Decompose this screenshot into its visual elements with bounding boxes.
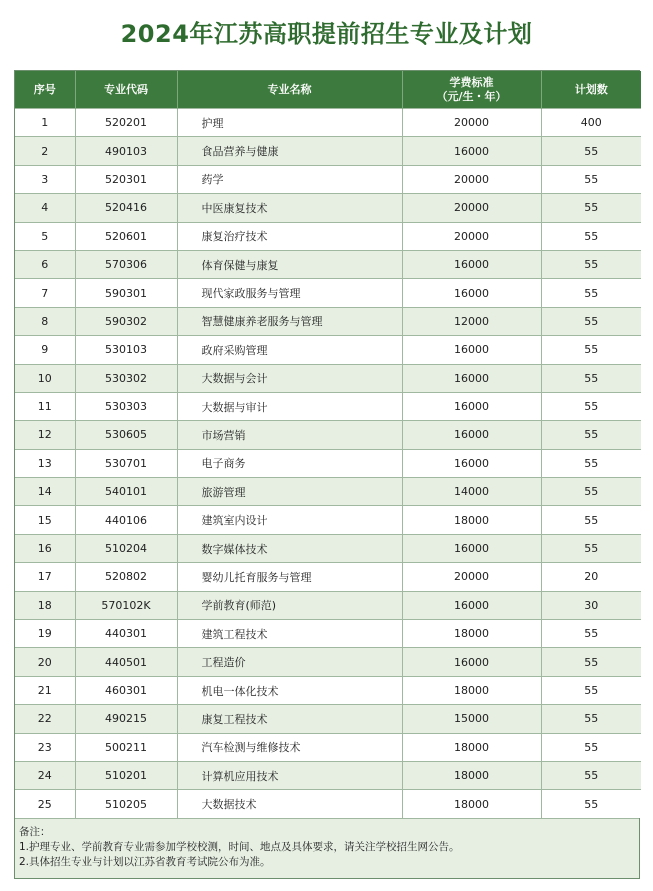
cell-fee: 15000 bbox=[402, 705, 541, 733]
cell-index: 19 bbox=[15, 620, 75, 648]
cell-name: 学前教育(师范) bbox=[177, 591, 402, 619]
table-row bbox=[15, 449, 641, 477]
table-row bbox=[15, 790, 641, 818]
cell-fee: 18000 bbox=[402, 620, 541, 648]
cell-plan: 55 bbox=[541, 250, 641, 278]
cell-plan: 20 bbox=[541, 563, 641, 591]
table-row bbox=[15, 364, 641, 392]
cell-index: 17 bbox=[15, 563, 75, 591]
cell-plan: 55 bbox=[541, 137, 641, 165]
cell-code: 440106 bbox=[75, 506, 177, 534]
cell-name: 现代家政服务与管理 bbox=[177, 279, 402, 307]
table-row bbox=[15, 591, 641, 619]
cell-name: 食品营养与健康 bbox=[177, 137, 402, 165]
table-body bbox=[15, 109, 641, 818]
cell-index: 15 bbox=[15, 506, 75, 534]
cell-plan: 55 bbox=[541, 620, 641, 648]
cell-fee: 16000 bbox=[402, 591, 541, 619]
cell-name: 康复治疗技术 bbox=[177, 222, 402, 250]
header-index: 序号 bbox=[15, 71, 75, 109]
cell-code: 540101 bbox=[75, 478, 177, 506]
header-fee-line2: （元/生・年） bbox=[436, 89, 507, 103]
header-fee-line1: 学费标准 bbox=[449, 75, 494, 89]
cell-fee: 16000 bbox=[402, 364, 541, 392]
table-row bbox=[15, 165, 641, 193]
cell-code: 520601 bbox=[75, 222, 177, 250]
cell-fee: 16000 bbox=[402, 449, 541, 477]
cell-index: 10 bbox=[15, 364, 75, 392]
cell-fee: 18000 bbox=[402, 761, 541, 789]
cell-code: 520802 bbox=[75, 563, 177, 591]
cell-fee: 20000 bbox=[402, 563, 541, 591]
cell-fee: 16000 bbox=[402, 421, 541, 449]
table-row bbox=[15, 705, 641, 733]
cell-index: 3 bbox=[15, 165, 75, 193]
cell-name: 政府采购管理 bbox=[177, 336, 402, 364]
cell-code: 500211 bbox=[75, 733, 177, 761]
cell-index: 7 bbox=[15, 279, 75, 307]
header-code: 专业代码 bbox=[75, 71, 177, 109]
cell-name: 工程造价 bbox=[177, 648, 402, 676]
cell-code: 440301 bbox=[75, 620, 177, 648]
cell-index: 1 bbox=[15, 109, 75, 137]
cell-name: 市场营销 bbox=[177, 421, 402, 449]
cell-code: 460301 bbox=[75, 676, 177, 704]
cell-fee: 20000 bbox=[402, 165, 541, 193]
table-row bbox=[15, 648, 641, 676]
table-row bbox=[15, 761, 641, 789]
cell-fee: 16000 bbox=[402, 392, 541, 420]
cell-plan: 55 bbox=[541, 648, 641, 676]
cell-plan: 55 bbox=[541, 534, 641, 562]
table-row bbox=[15, 733, 641, 761]
header-fee bbox=[402, 71, 541, 109]
cell-name: 大数据与审计 bbox=[177, 392, 402, 420]
cell-name: 体育保健与康复 bbox=[177, 250, 402, 278]
cell-index: 22 bbox=[15, 705, 75, 733]
cell-code: 570306 bbox=[75, 250, 177, 278]
table-row bbox=[15, 563, 641, 591]
cell-index: 24 bbox=[15, 761, 75, 789]
cell-plan: 55 bbox=[541, 165, 641, 193]
cell-plan: 55 bbox=[541, 392, 641, 420]
cell-index: 13 bbox=[15, 449, 75, 477]
cell-index: 12 bbox=[15, 421, 75, 449]
table-row bbox=[15, 109, 641, 137]
cell-index: 14 bbox=[15, 478, 75, 506]
cell-index: 18 bbox=[15, 591, 75, 619]
cell-name: 中医康复技术 bbox=[177, 194, 402, 222]
cell-plan: 55 bbox=[541, 676, 641, 704]
cell-name: 数字媒体技术 bbox=[177, 534, 402, 562]
cell-name: 旅游管理 bbox=[177, 478, 402, 506]
cell-name: 药学 bbox=[177, 165, 402, 193]
cell-index: 21 bbox=[15, 676, 75, 704]
cell-index: 11 bbox=[15, 392, 75, 420]
table-row bbox=[15, 307, 641, 335]
cell-code: 590302 bbox=[75, 307, 177, 335]
cell-fee: 14000 bbox=[402, 478, 541, 506]
cell-name: 康复工程技术 bbox=[177, 705, 402, 733]
cell-name: 大数据与会计 bbox=[177, 364, 402, 392]
cell-code: 530605 bbox=[75, 421, 177, 449]
cell-fee: 18000 bbox=[402, 733, 541, 761]
cell-code: 490215 bbox=[75, 705, 177, 733]
cell-plan: 55 bbox=[541, 279, 641, 307]
cell-fee: 18000 bbox=[402, 676, 541, 704]
cell-fee: 16000 bbox=[402, 250, 541, 278]
table-row bbox=[15, 421, 641, 449]
cell-name: 护理 bbox=[177, 109, 402, 137]
cell-code: 490103 bbox=[75, 137, 177, 165]
cell-name: 计算机应用技术 bbox=[177, 761, 402, 789]
cell-plan: 55 bbox=[541, 506, 641, 534]
cell-fee: 16000 bbox=[402, 648, 541, 676]
cell-fee: 20000 bbox=[402, 109, 541, 137]
cell-name: 智慧健康养老服务与管理 bbox=[177, 307, 402, 335]
header-plan: 计划数 bbox=[541, 71, 641, 109]
cell-plan: 30 bbox=[541, 591, 641, 619]
cell-name: 建筑工程技术 bbox=[177, 620, 402, 648]
cell-code: 590301 bbox=[75, 279, 177, 307]
cell-index: 25 bbox=[15, 790, 75, 818]
table-row bbox=[15, 336, 641, 364]
cell-index: 23 bbox=[15, 733, 75, 761]
table-row bbox=[15, 534, 641, 562]
cell-index: 4 bbox=[15, 194, 75, 222]
cell-name: 建筑室内设计 bbox=[177, 506, 402, 534]
cell-plan: 55 bbox=[541, 761, 641, 789]
table-row bbox=[15, 392, 641, 420]
cell-fee: 18000 bbox=[402, 790, 541, 818]
cell-index: 8 bbox=[15, 307, 75, 335]
cell-code: 520301 bbox=[75, 165, 177, 193]
table-row bbox=[15, 478, 641, 506]
cell-code: 520201 bbox=[75, 109, 177, 137]
table-row bbox=[15, 676, 641, 704]
cell-fee: 20000 bbox=[402, 222, 541, 250]
cell-code: 510201 bbox=[75, 761, 177, 789]
notes-line-1: 1.护理专业、学前教育专业需参加学校校测，时间、地点及具体要求，请关注学校招生网公告。 bbox=[19, 840, 460, 853]
header-name: 专业名称 bbox=[177, 71, 402, 109]
table-row bbox=[15, 250, 641, 278]
cell-code: 570102K bbox=[75, 591, 177, 619]
cell-code: 510205 bbox=[75, 790, 177, 818]
table-row bbox=[15, 194, 641, 222]
notes-section bbox=[15, 818, 639, 878]
cell-plan: 55 bbox=[541, 790, 641, 818]
cell-fee: 16000 bbox=[402, 137, 541, 165]
cell-index: 16 bbox=[15, 534, 75, 562]
cell-plan: 55 bbox=[541, 478, 641, 506]
cell-fee: 16000 bbox=[402, 534, 541, 562]
cell-plan: 55 bbox=[541, 336, 641, 364]
cell-plan: 55 bbox=[541, 222, 641, 250]
cell-fee: 18000 bbox=[402, 506, 541, 534]
enrollment-plan-table bbox=[15, 71, 641, 818]
cell-code: 530103 bbox=[75, 336, 177, 364]
notes-line-2: 2.具体招生专业与计划以江苏省教育考试院公布为准。 bbox=[19, 855, 271, 868]
cell-plan: 55 bbox=[541, 421, 641, 449]
cell-index: 6 bbox=[15, 250, 75, 278]
cell-index: 2 bbox=[15, 137, 75, 165]
cell-fee: 12000 bbox=[402, 307, 541, 335]
table-row bbox=[15, 620, 641, 648]
cell-code: 520416 bbox=[75, 194, 177, 222]
cell-code: 440501 bbox=[75, 648, 177, 676]
cell-fee: 16000 bbox=[402, 279, 541, 307]
cell-name: 电子商务 bbox=[177, 449, 402, 477]
cell-plan: 55 bbox=[541, 194, 641, 222]
table-row bbox=[15, 137, 641, 165]
cell-plan: 55 bbox=[541, 307, 641, 335]
cell-index: 9 bbox=[15, 336, 75, 364]
table-row bbox=[15, 506, 641, 534]
cell-plan: 55 bbox=[541, 733, 641, 761]
cell-index: 5 bbox=[15, 222, 75, 250]
table-row bbox=[15, 222, 641, 250]
cell-name: 大数据技术 bbox=[177, 790, 402, 818]
cell-code: 510204 bbox=[75, 534, 177, 562]
cell-code: 530303 bbox=[75, 392, 177, 420]
cell-plan: 55 bbox=[541, 364, 641, 392]
cell-plan: 55 bbox=[541, 705, 641, 733]
cell-plan: 55 bbox=[541, 449, 641, 477]
table-header-row bbox=[15, 71, 641, 109]
cell-plan: 400 bbox=[541, 109, 641, 137]
notes-heading: 备注： bbox=[19, 825, 51, 838]
page-title: 2024年江苏高职提前招生专业及计划 bbox=[120, 20, 533, 48]
cell-code: 530701 bbox=[75, 449, 177, 477]
cell-name: 婴幼儿托育服务与管理 bbox=[177, 563, 402, 591]
cell-name: 汽车检测与维修技术 bbox=[177, 733, 402, 761]
cell-fee: 20000 bbox=[402, 194, 541, 222]
cell-fee: 16000 bbox=[402, 336, 541, 364]
cell-code: 530302 bbox=[75, 364, 177, 392]
table-row bbox=[15, 279, 641, 307]
cell-name: 机电一体化技术 bbox=[177, 676, 402, 704]
enrollment-plan-table-container bbox=[14, 70, 640, 879]
cell-index: 20 bbox=[15, 648, 75, 676]
